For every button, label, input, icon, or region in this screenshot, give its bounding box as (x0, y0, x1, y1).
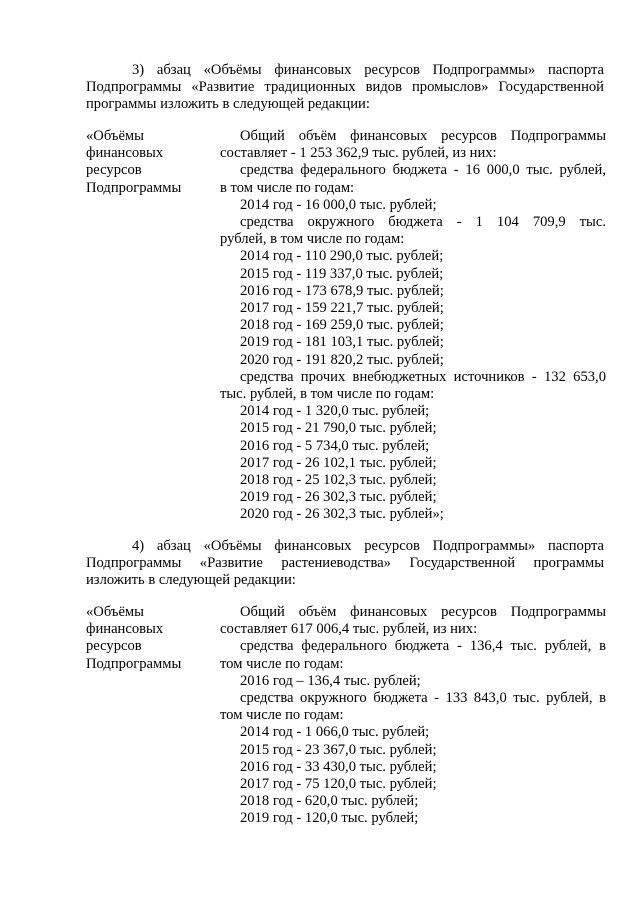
content-line: 2017 год - 26 102,1 тыс. рублей; (240, 454, 437, 471)
content-line: 2015 год - 21 790,0 тыс. рублей; (240, 420, 437, 437)
intro-line: программы изложить в следующей редакции: (86, 96, 370, 113)
label-line: Подпрограммы (86, 655, 182, 672)
label-line: финансовых (86, 145, 164, 162)
content-line: 2018 год - 169 259,0 тыс. рублей; (240, 317, 444, 334)
content-line: 2016 год - 33 430,0 тыс. рублей; (240, 758, 437, 775)
content-line: тыс. рублей, в том числе по годам: (220, 386, 435, 403)
intro-line: Подпрограммы «Развитие традиционных видов промыслов» Государственной (86, 79, 604, 96)
content-line: в том числе по годам: (220, 179, 355, 196)
section-3-intro (86, 62, 604, 114)
content-line: 2015 год - 119 337,0 тыс. рублей; (240, 265, 444, 282)
content-line: 2019 год - 26 302,3 тыс. рублей; (240, 489, 437, 506)
content-line: составляет 617 006,4 тыс. рублей, из них: (220, 621, 478, 638)
intro-line: 3) абзац «Объёмы финансовых ресурсов Подпрограммы» паспорта (132, 62, 604, 78)
content-line: рублей, в том числе по годам: (220, 231, 405, 248)
funding-content (220, 128, 606, 524)
label-line: ресурсов (86, 162, 142, 179)
content-line: средства прочих внебюджетных источников - 132 653,0 (240, 368, 606, 385)
content-line: Общий объём финансовых ресурсов Подпрограммы (240, 604, 606, 620)
content-line: 2014 год - 16 000,0 тыс. рублей; (240, 196, 437, 213)
content-line: 2016 год - 5 734,0 тыс. рублей; (240, 437, 430, 454)
label-line: «Объёмы (86, 128, 144, 144)
funding-label (86, 604, 216, 673)
content-line: том числе по годам: (220, 655, 344, 672)
content-line: средства окружного бюджета - 1 104 709,9 тыс. (240, 214, 606, 231)
content-line: 2020 год - 191 820,2 тыс. рублей; (240, 351, 444, 368)
content-line: 2019 год - 181 103,1 тыс. рублей; (240, 334, 444, 351)
content-line: 2017 год - 75 120,0 тыс. рублей; (240, 776, 437, 793)
section-4-intro (86, 538, 604, 590)
label-line: «Объёмы (86, 604, 144, 620)
funding-content (220, 604, 606, 828)
funding-label (86, 128, 216, 197)
content-line: средства федерального бюджета - 16 000,0 тыс. рублей, (240, 162, 606, 179)
content-line: средства федерального бюджета - 136,4 тыс. рублей, в (240, 638, 606, 655)
content-line: 2019 год - 120,0 тыс. рублей; (240, 810, 419, 827)
content-line: 2014 год - 1 320,0 тыс. рублей; (240, 403, 430, 420)
content-line: 2014 год - 1 066,0 тыс. рублей; (240, 724, 430, 741)
intro-line: изложить в следующей редакции: (86, 572, 296, 589)
label-line: ресурсов (86, 638, 142, 655)
content-line: 2020 год - 26 302,3 тыс. рублей»; (240, 506, 444, 523)
content-line: 2016 год - 173 678,9 тыс. рублей; (240, 282, 444, 299)
label-line: Подпрограммы (86, 179, 182, 196)
content-line: 2015 год - 23 367,0 тыс. рублей; (240, 741, 437, 758)
content-line: 2016 год – 136,4 тыс. рублей; (240, 672, 421, 689)
content-line: 2018 год - 620,0 тыс. рублей; (240, 793, 419, 810)
intro-line: 4) абзац «Объёмы финансовых ресурсов Подпрограммы» паспорта (132, 538, 604, 554)
content-line: 2018 год - 25 102,3 тыс. рублей; (240, 472, 437, 489)
label-line: финансовых (86, 621, 164, 638)
content-line: Общий объём финансовых ресурсов Подпрограммы (240, 128, 606, 144)
content-line: 2017 год - 159 221,7 тыс. рублей; (240, 300, 444, 317)
content-line: том числе по годам: (220, 707, 344, 724)
content-line: 2014 год - 110 290,0 тыс. рублей; (240, 248, 444, 265)
intro-line: Подпрограммы «Развитие растениеводства» Государственной программы (86, 555, 604, 572)
content-line: средства окружного бюджета - 133 843,0 тыс. рублей, в (240, 690, 606, 707)
content-line: составляет - 1 253 362,9 тыс. рублей, из них: (220, 145, 497, 162)
